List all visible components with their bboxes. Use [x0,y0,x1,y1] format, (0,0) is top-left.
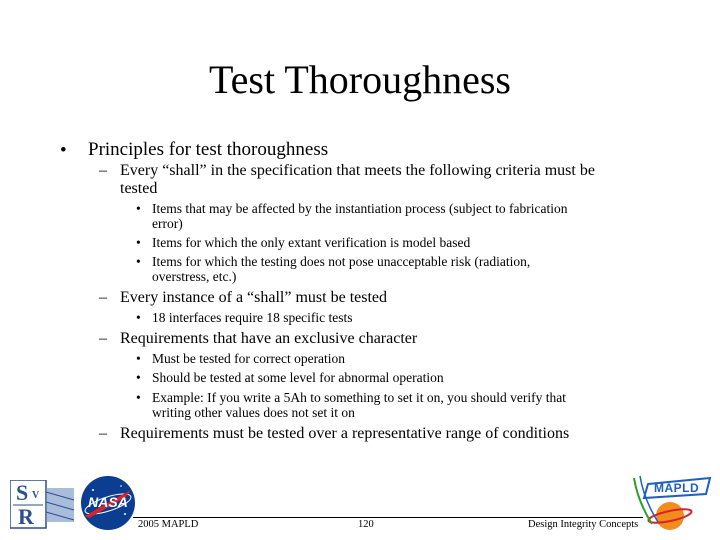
bullet-marker: • [136,235,141,250]
footer-conference: 2005 MAPLD [138,519,199,530]
sub-bullet-representative-range: Requirements must be tested over a representative range of conditions [120,425,570,442]
item-instantiation-line1: Items that may be affected by the instantiation process (subject to fabrication [152,201,568,216]
bullet-marker: • [136,370,141,385]
sr-logo-letter-r: R [18,504,34,529]
footer-page-number: 120 [358,519,374,530]
dash-marker: – [99,289,107,306]
dash-marker: – [99,330,107,347]
bullet-principles: Principles for test thoroughness [88,139,329,160]
item-model-based: Items for which the only extant verification is model based [152,235,471,250]
sub-bullet-every-shall-line1: Every “shall” in the specification that meets the following criteria must be [120,162,595,179]
mapld-logo-text: MAPLD [654,481,700,495]
item-risk-line1: Items for which the testing does not pose unacceptable risk (radiation, [152,254,531,269]
item-correct-operation: Must be tested for correct operation [152,351,346,366]
bullet-marker: • [136,201,141,216]
slide-title: Test Thoroughness [209,57,511,102]
sr-logo-letter-s: S [16,480,29,505]
bullet-marker: • [60,140,67,161]
bullet-marker: • [136,310,141,325]
mapld-logo [630,472,714,534]
dash-marker: – [99,162,107,179]
item-instantiation-line2: error) [152,216,183,231]
sr-logo [10,480,76,530]
nasa-logo-text: NASA [88,494,128,510]
sub-bullet-every-shall-line2: tested [120,180,158,197]
footer-rule [133,517,643,518]
nasa-logo [79,474,137,532]
item-abnormal-operation: Should be tested at some level for abnormal operation [152,370,444,385]
sub-bullet-exclusive: Requirements that have an exclusive character [120,330,418,347]
dash-marker: – [99,425,107,442]
sr-logo-letter-v: V [32,490,40,501]
bullet-marker: • [136,351,141,366]
item-example-line2: writing other values does not set it on [152,405,355,420]
bullet-marker: • [136,390,141,405]
footer-company: Design Integrity Concepts [528,519,639,530]
item-risk-line2: overstress, etc.) [152,269,237,284]
sub-bullet-every-instance: Every instance of a “shall” must be tested [120,289,388,306]
item-example-line1: Example: If you write a 5Ah to something to set it on, you should verify that [152,390,566,405]
bullet-marker: • [136,254,141,269]
item-18-interfaces: 18 interfaces require 18 specific tests [152,310,353,325]
